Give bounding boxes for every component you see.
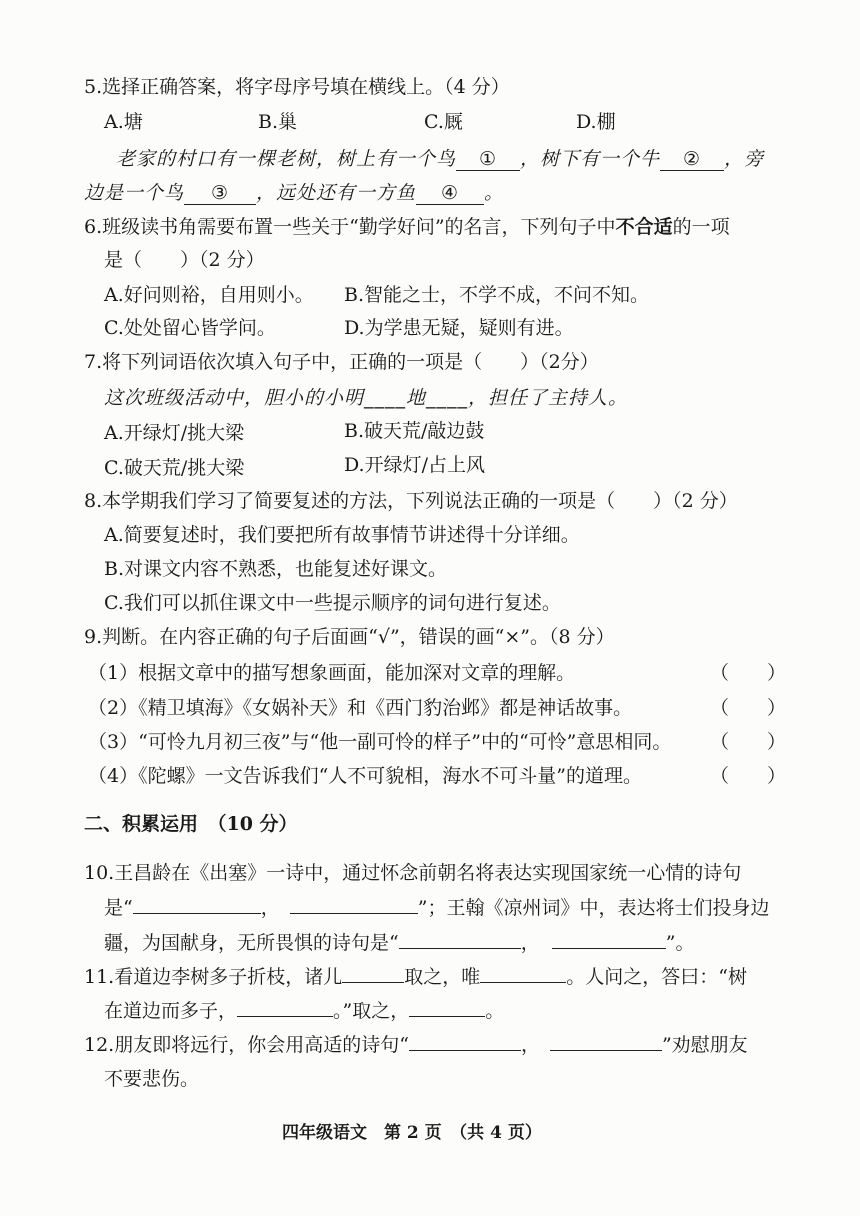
q6-stem-emphasis: 不合适 (615, 216, 673, 238)
q6-option-a: A.好问则裕，自用则小。 (104, 284, 314, 306)
q5-stem: 5.选择正确答案，将字母序号填在横线上。（4 分） (84, 76, 510, 98)
q5-blank-3[interactable]: ③ (184, 182, 256, 205)
q10-text: ， (520, 932, 540, 954)
q8-option-a: A.简要复述时，我们要把所有故事情节讲述得十分详细。 (104, 524, 580, 546)
q11-blank-4[interactable] (409, 1016, 485, 1017)
q10-text: 是“ (104, 897, 133, 919)
q10-text: ”。 (665, 932, 695, 954)
q5-sentence-text: 老家的村口有一棵老树，树上有一个鸟 (116, 148, 457, 170)
q12-text: ， (520, 1034, 540, 1056)
q11-blank-2[interactable] (480, 982, 566, 983)
q12-blank-2[interactable] (550, 1050, 662, 1051)
q8-option-b: B.对课文内容不熟悉，也能复述好课文。 (104, 558, 448, 580)
q11-line-2 (104, 998, 504, 1024)
q6-stem-line-1 (84, 214, 730, 240)
q10-blank-2[interactable] (290, 913, 418, 914)
q5-blank-2[interactable]: ② (660, 148, 724, 171)
q12-blank-1[interactable] (409, 1050, 521, 1051)
q12-text: 12.朋友即将远行，你会用高适的诗句“ (84, 1034, 409, 1056)
q5-sentence-text: ，远处还有一方鱼 (256, 182, 417, 204)
q5-option-d: D.棚 (576, 111, 616, 133)
q12-line-1 (84, 1032, 748, 1058)
q11-blank-3[interactable] (237, 1016, 333, 1017)
q5-sentence-text: ，旁 (724, 148, 765, 170)
q9-item-4: （4）《陀螺》一文告诉我们“人不可貌相，海水不可斗量”的道理。 (88, 765, 643, 787)
q5-sentence-1 (116, 146, 764, 172)
q7-stem: 7.将下列词语依次填入句子中，正确的一项是（ ）（2分） (84, 351, 599, 373)
q9-answer-paren-2[interactable]: （ ） (709, 697, 786, 719)
page-footer: 四年级语文 第 2 页 （共 4 页） (282, 1123, 542, 1143)
q5-blank-4[interactable]: ④ (416, 182, 484, 205)
q6-option-b: B.智能之士，不学不成，不问不知。 (344, 284, 650, 306)
q5-option-b: B.巢 (258, 111, 298, 133)
q11-text: 。人问之，答曰：“树 (566, 966, 747, 988)
section-2-title: 二、积累运用 （10 分） (84, 813, 298, 835)
q12-text: ”劝慰朋友 (661, 1034, 748, 1056)
q7-option-b: B.破天荒/敲边鼓 (344, 420, 485, 442)
q5-sentence-text: 。 (484, 182, 505, 204)
q10-blank-4[interactable] (552, 948, 666, 949)
q9-answer-paren-3[interactable]: （ ） (709, 731, 786, 753)
q7-sentence: 这次班级活动中，胆小的小明____地____，担任了主持人。 (104, 387, 629, 409)
q5-sentence-text: ，树下有一个牛 (520, 148, 661, 170)
q11-text: 11.看道边李树多子折枝，诸儿 (84, 966, 343, 988)
q10-blank-3[interactable] (399, 948, 521, 949)
q7-option-c: C.破天荒/挑大梁 (104, 457, 245, 479)
q6-stem-text: 的一项 (672, 216, 730, 238)
q8-stem: 8.本学期我们学习了简要复述的方法，下列说法正确的一项是（ ）（2 分） (84, 490, 738, 512)
q9-answer-paren-1[interactable]: （ ） (709, 662, 786, 684)
q11-text: 。”取之， (333, 1000, 410, 1022)
q11-text: 。 (485, 1000, 505, 1022)
q5-blank-1[interactable]: ① (456, 148, 520, 171)
q12-line-2: 不要悲伤。 (104, 1068, 200, 1090)
q10-blank-1[interactable] (133, 913, 261, 914)
q9-stem: 9.判断。在内容正确的句子后面画“√”，错误的画“×”。（8 分） (84, 626, 615, 648)
q10-text: ”；王翰《凉州词》中，表达将士们投身边 (417, 897, 770, 919)
q7-option-a: A.开绿灯/挑大梁 (104, 422, 245, 444)
q6-option-d: D.为学患无疑，疑则有进。 (344, 317, 574, 339)
q9-answer-paren-4[interactable]: （ ） (709, 765, 786, 787)
q10-line-2 (104, 895, 769, 921)
q8-option-c: C.我们可以抓住课文中一些提示顺序的词句进行复述。 (104, 592, 561, 614)
q11-text: 在道边而多子， (104, 1000, 238, 1022)
q6-stem-line-2: 是（ ）（2 分） (104, 249, 265, 271)
q7-option-d: D.开绿灯/占上风 (344, 454, 485, 476)
q9-item-3: （3）“可怜九月初三夜”与“他一副可怜的样子”中的“可怜”意思相同。 (88, 731, 672, 753)
q5-sentence-2 (84, 180, 504, 206)
q6-option-c: C.处处留心皆学问。 (104, 317, 276, 339)
q5-option-c: C.厩 (424, 111, 463, 133)
q11-text: 取之，唯 (404, 966, 481, 988)
q9-item-2: （2）《精卫填海》《女娲补天》和《西门豹治邺》都是神话故事。 (88, 697, 633, 719)
q6-stem-text: 6.班级读书角需要布置一些关于“勤学好问”的名言，下列句子中 (84, 216, 616, 238)
q5-sentence-text: 边是一个鸟 (84, 182, 185, 204)
q11-blank-1[interactable] (342, 982, 404, 983)
q5-option-a: A.塘 (104, 111, 143, 133)
q10-line-3 (104, 930, 694, 956)
q10-text: ， (260, 897, 280, 919)
q9-item-1: （1）根据文章中的描写想象画面，能加深对文章的理解。 (88, 662, 576, 684)
q10-line-1: 10.王昌龄在《出塞》一诗中，通过怀念前朝名将表达实现国家统一心情的诗句 (84, 862, 742, 884)
q11-line-1 (84, 964, 747, 990)
q10-text: 疆，为国献身，无所畏惧的诗句是“ (104, 932, 399, 954)
